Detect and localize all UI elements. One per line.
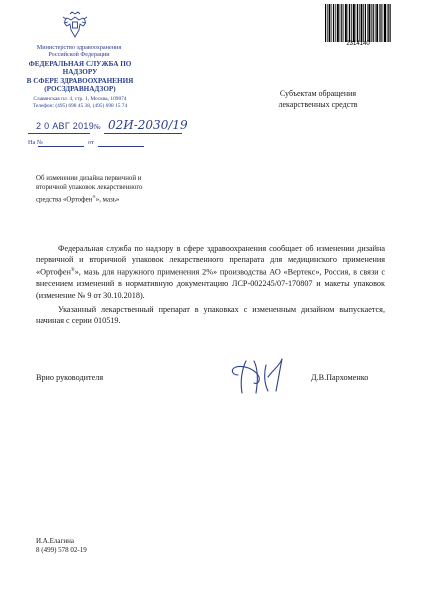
letter-body [36,243,385,326]
reference-date-underline [98,146,144,147]
ministry-line-1: Министерство здравоохранения [36,44,122,51]
subject-drug-suffix: », мазь» [95,196,120,204]
signatory-name: Д.В.Пархоменко [311,373,369,382]
address-block [14,96,146,110]
service-line-3: (РОСЗДРАВНАДЗОР) [44,85,116,94]
subject-line-1: Об изменении дизайна первичной и [36,175,142,182]
barcode [324,4,392,42]
handwritten-signature [228,355,298,395]
reference-from-label: от [88,139,94,146]
number-underline [104,133,182,134]
subject-line-2: вторичной упаковок лекарственного [36,184,143,191]
registration-line [28,118,228,137]
coat-of-arms-icon [62,10,88,40]
registration-number: 02И-2030/19 [108,118,188,132]
body-p1-part-a: Федеральная служба по надзору в сфере здравоохранения сообщает об изменении дизайна первичной и вторичной упаковок лекарственного препарата для медицинского применения «Ортофен [36,244,385,278]
service-name [14,60,146,94]
reference-number-underline [38,146,84,147]
service-line-1: ФЕДЕРАЛЬНАЯ СЛУЖБА ПО НАДЗОРУ [28,60,132,77]
registered-mark: ® [92,194,96,199]
recipient-block [258,88,378,110]
executor-block [36,537,87,555]
body-registered-mark: ® [70,268,75,274]
executor-name: И.А.Елагина [36,537,74,545]
date-underline [28,133,90,134]
phone-line: Телефон: (495) 698 45 38, (495) 698 15 74 [32,103,128,109]
registration-date: 2 0 АВГ 2019 [36,121,95,131]
recipient-line-2: лекарственных средств [278,100,358,109]
ministry-line-2: Российской Федерации [48,51,110,59]
reference-line [28,137,188,149]
body-paragraph-1 [36,243,385,301]
body-paragraph-2: Указанный лекарственный препарат в упаковках с измененным дизайном выпускается, начиная с серии 010519. [36,304,385,325]
barcode-number: 2314140 [346,41,370,47]
subject-line-3 [36,192,152,204]
signatory-role: Врио руководителя [36,373,104,382]
address-line: Славянская пл. 4, стр. 1, Москва, 109074 [33,96,127,102]
recipient-line-1: Субъектам обращения [279,89,357,98]
reference-prefix: На № [28,139,43,146]
body-p1-part-b: », мазь для наружного применения 2%» производства АО «Вертекс», Россия, в связи с внесением изменений в нормативную документацию ЛСР-002245/07-170807 и макеты упаковок (изменение № 9 от 30.10.2018). [36,268,385,300]
number-prefix: № [94,123,101,131]
executor-phone: 8 (499) 578 02-19 [36,546,87,554]
service-line-2: В СФЕРЕ ЗДРАВООХРАНЕНИЯ [26,76,134,85]
subject-drug-prefix: средства «Ортофен [36,196,93,204]
subject-block [36,174,152,204]
ministry-name [24,44,134,58]
